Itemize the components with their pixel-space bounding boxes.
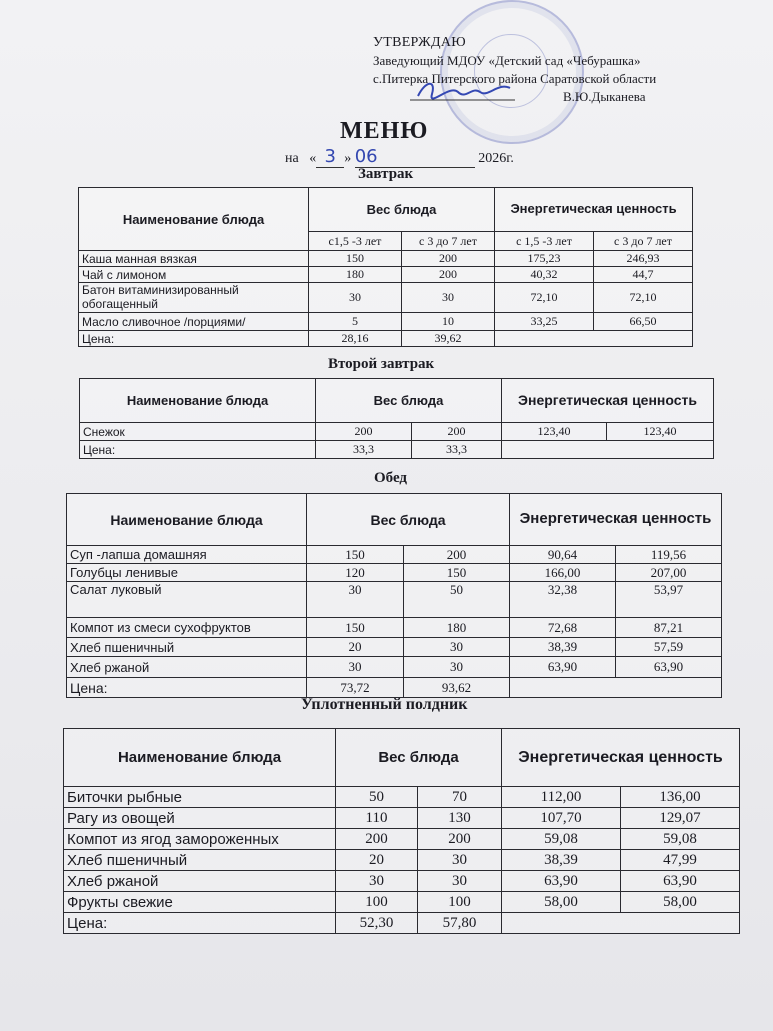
table-row bbox=[79, 313, 693, 331]
weight-young: 150 bbox=[309, 251, 402, 267]
energy-older: 123,40 bbox=[607, 423, 714, 441]
energy-older: 59,08 bbox=[621, 829, 740, 850]
energy-young: 175,23 bbox=[495, 251, 594, 267]
dish-name: Биточки рыбные bbox=[64, 787, 336, 808]
dish-name: Снежок bbox=[80, 423, 316, 441]
table-row bbox=[64, 892, 740, 913]
weight-older: 100 bbox=[418, 892, 502, 913]
price-label: Цена: bbox=[80, 441, 316, 459]
handwritten-signature bbox=[410, 76, 520, 106]
price-older: 33,3 bbox=[412, 441, 502, 459]
weight-older: 50 bbox=[404, 582, 510, 618]
dish-name: Компот из ягод замороженных bbox=[64, 829, 336, 850]
weight-older: 30 bbox=[404, 638, 510, 657]
table-row bbox=[64, 829, 740, 850]
section-title-second-breakfast: Второй завтрак bbox=[328, 356, 435, 372]
approval-title: УТВЕРЖДАЮ bbox=[373, 35, 466, 50]
weight-young: 30 bbox=[309, 283, 402, 313]
energy-young: 63,90 bbox=[510, 657, 616, 678]
date-year: 2026г. bbox=[478, 151, 514, 166]
weight-young: 50 bbox=[336, 787, 418, 808]
table-row bbox=[64, 787, 740, 808]
dish-name: Хлеб ржаной bbox=[67, 657, 307, 678]
header-weight: Вес блюда bbox=[309, 188, 495, 232]
header-energy: Энергетическая ценность bbox=[495, 188, 693, 232]
empty-cell bbox=[495, 331, 693, 347]
energy-young: 123,40 bbox=[502, 423, 607, 441]
energy-young: 72,10 bbox=[495, 283, 594, 313]
table-row bbox=[64, 871, 740, 892]
price-older: 93,62 bbox=[404, 678, 510, 698]
weight-older: 30 bbox=[404, 657, 510, 678]
header-energy: Энергетическая ценность bbox=[502, 729, 740, 787]
section-title-snack: Уплотненный полдник bbox=[301, 696, 468, 713]
weight-young: 30 bbox=[307, 657, 404, 678]
weight-older: 200 bbox=[402, 267, 495, 283]
weight-young: 110 bbox=[336, 808, 418, 829]
energy-older: 63,90 bbox=[616, 657, 722, 678]
dish-name: Компот из смеси сухофруктов bbox=[67, 618, 307, 638]
date-month: 06 bbox=[355, 146, 475, 168]
header-weight: Вес блюда bbox=[316, 379, 502, 423]
dish-name: Батон витаминизированный обогащенный bbox=[79, 283, 309, 313]
table-row bbox=[79, 267, 693, 283]
energy-young: 58,00 bbox=[502, 892, 621, 913]
weight-older: 200 bbox=[418, 829, 502, 850]
lunch-table bbox=[66, 493, 722, 698]
price-young: 52,30 bbox=[336, 913, 418, 934]
table-row bbox=[67, 564, 722, 582]
dish-name: Голубцы ленивые bbox=[67, 564, 307, 582]
energy-older: 87,21 bbox=[616, 618, 722, 638]
price-label: Цена: bbox=[79, 331, 309, 347]
weight-young: 100 bbox=[336, 892, 418, 913]
weight-older: 70 bbox=[418, 787, 502, 808]
weight-young: 180 bbox=[309, 267, 402, 283]
energy-older: 57,59 bbox=[616, 638, 722, 657]
approval-position: Заведующий МДОУ «Детский сад «Чебурашка» bbox=[373, 53, 641, 68]
dish-name: Хлеб пшеничный bbox=[64, 850, 336, 871]
energy-older: 44,7 bbox=[594, 267, 693, 283]
weight-older: 130 bbox=[418, 808, 502, 829]
price-row bbox=[79, 331, 693, 347]
empty-cell bbox=[502, 441, 714, 459]
subheader-age: с 3 до 7 лет bbox=[402, 232, 495, 251]
energy-older: 47,99 bbox=[621, 850, 740, 871]
approval-location: с.Питерка Питерского района Саратовской области bbox=[373, 71, 657, 86]
header-dish-name: Наименование блюда bbox=[79, 188, 309, 251]
energy-older: 63,90 bbox=[621, 871, 740, 892]
signer-name: В.Ю.Дыканева bbox=[563, 89, 646, 104]
weight-older: 200 bbox=[402, 251, 495, 267]
price-row bbox=[80, 441, 714, 459]
energy-older: 246,93 bbox=[594, 251, 693, 267]
subheader-age: с 1,5 -3 лет bbox=[495, 232, 594, 251]
energy-young: 112,00 bbox=[502, 787, 621, 808]
energy-older: 72,10 bbox=[594, 283, 693, 313]
date-prefix: на bbox=[285, 151, 299, 166]
dish-name: Рагу из овощей bbox=[64, 808, 336, 829]
energy-older: 58,00 bbox=[621, 892, 740, 913]
weight-young: 150 bbox=[307, 618, 404, 638]
subheader-age: с1,5 -3 лет bbox=[309, 232, 402, 251]
price-young: 73,72 bbox=[307, 678, 404, 698]
section-title-lunch: Обед bbox=[374, 470, 408, 486]
table-row bbox=[67, 638, 722, 657]
energy-older: 66,50 bbox=[594, 313, 693, 331]
date-day: 3 bbox=[316, 146, 344, 168]
dish-name: Салат луковый bbox=[67, 582, 307, 618]
header-dish-name: Наименование блюда bbox=[64, 729, 336, 787]
dish-name: Каша манная вязкая bbox=[79, 251, 309, 267]
table-row bbox=[64, 808, 740, 829]
snack-table bbox=[63, 728, 740, 934]
energy-young: 38,39 bbox=[502, 850, 621, 871]
price-older: 39,62 bbox=[402, 331, 495, 347]
price-young: 28,16 bbox=[309, 331, 402, 347]
table-row bbox=[67, 657, 722, 678]
price-label: Цена: bbox=[67, 678, 307, 698]
header-energy: Энергетическая ценность bbox=[502, 379, 714, 423]
weight-older: 30 bbox=[418, 871, 502, 892]
weight-older: 30 bbox=[402, 283, 495, 313]
page-title: МЕНЮ bbox=[340, 118, 429, 144]
dish-name: Чай с лимоном bbox=[79, 267, 309, 283]
weight-young: 5 bbox=[309, 313, 402, 331]
energy-older: 53,97 bbox=[616, 582, 722, 618]
energy-young: 38,39 bbox=[510, 638, 616, 657]
weight-older: 200 bbox=[404, 546, 510, 564]
dish-name: Хлеб пшеничный bbox=[67, 638, 307, 657]
weight-older: 150 bbox=[404, 564, 510, 582]
weight-young: 20 bbox=[336, 850, 418, 871]
energy-young: 166,00 bbox=[510, 564, 616, 582]
subheader-age: с 3 до 7 лет bbox=[594, 232, 693, 251]
price-row bbox=[67, 678, 722, 698]
energy-older: 136,00 bbox=[621, 787, 740, 808]
menu-date: на « 3 » 06 2026г. bbox=[285, 146, 514, 167]
header-weight: Вес блюда bbox=[307, 494, 510, 546]
weight-young: 200 bbox=[316, 423, 412, 441]
energy-young: 90,64 bbox=[510, 546, 616, 564]
energy-young: 63,90 bbox=[502, 871, 621, 892]
weight-older: 10 bbox=[402, 313, 495, 331]
weight-young: 150 bbox=[307, 546, 404, 564]
empty-cell bbox=[502, 913, 740, 934]
price-young: 33,3 bbox=[316, 441, 412, 459]
second-breakfast-table bbox=[79, 378, 714, 459]
price-older: 57,80 bbox=[418, 913, 502, 934]
energy-older: 119,56 bbox=[616, 546, 722, 564]
energy-older: 207,00 bbox=[616, 564, 722, 582]
energy-older: 129,07 bbox=[621, 808, 740, 829]
price-label: Цена: bbox=[64, 913, 336, 934]
header-weight: Вес блюда bbox=[336, 729, 502, 787]
weight-young: 30 bbox=[307, 582, 404, 618]
energy-young: 40,32 bbox=[495, 267, 594, 283]
energy-young: 72,68 bbox=[510, 618, 616, 638]
header-dish-name: Наименование блюда bbox=[67, 494, 307, 546]
weight-older: 30 bbox=[418, 850, 502, 871]
section-title-breakfast: Завтрак bbox=[358, 166, 414, 182]
weight-young: 120 bbox=[307, 564, 404, 582]
dish-name: Масло сливочное /порциями/ bbox=[79, 313, 309, 331]
weight-young: 30 bbox=[336, 871, 418, 892]
weight-young: 20 bbox=[307, 638, 404, 657]
table-row bbox=[67, 618, 722, 638]
table-row bbox=[67, 546, 722, 564]
empty-cell bbox=[510, 678, 722, 698]
breakfast-table bbox=[78, 187, 693, 347]
table-row bbox=[79, 283, 693, 313]
dish-name: Суп -лапша домашняя bbox=[67, 546, 307, 564]
header-dish-name: Наименование блюда bbox=[80, 379, 316, 423]
weight-young: 200 bbox=[336, 829, 418, 850]
energy-young: 33,25 bbox=[495, 313, 594, 331]
dish-name: Фрукты свежие bbox=[64, 892, 336, 913]
table-row bbox=[64, 850, 740, 871]
weight-older: 200 bbox=[412, 423, 502, 441]
table-row bbox=[79, 251, 693, 267]
dish-name: Хлеб ржаной bbox=[64, 871, 336, 892]
energy-young: 32,38 bbox=[510, 582, 616, 618]
price-row bbox=[64, 913, 740, 934]
table-row bbox=[67, 582, 722, 618]
table-row bbox=[80, 423, 714, 441]
weight-older: 180 bbox=[404, 618, 510, 638]
energy-young: 107,70 bbox=[502, 808, 621, 829]
energy-young: 59,08 bbox=[502, 829, 621, 850]
header-energy: Энергетическая ценность bbox=[510, 494, 722, 546]
